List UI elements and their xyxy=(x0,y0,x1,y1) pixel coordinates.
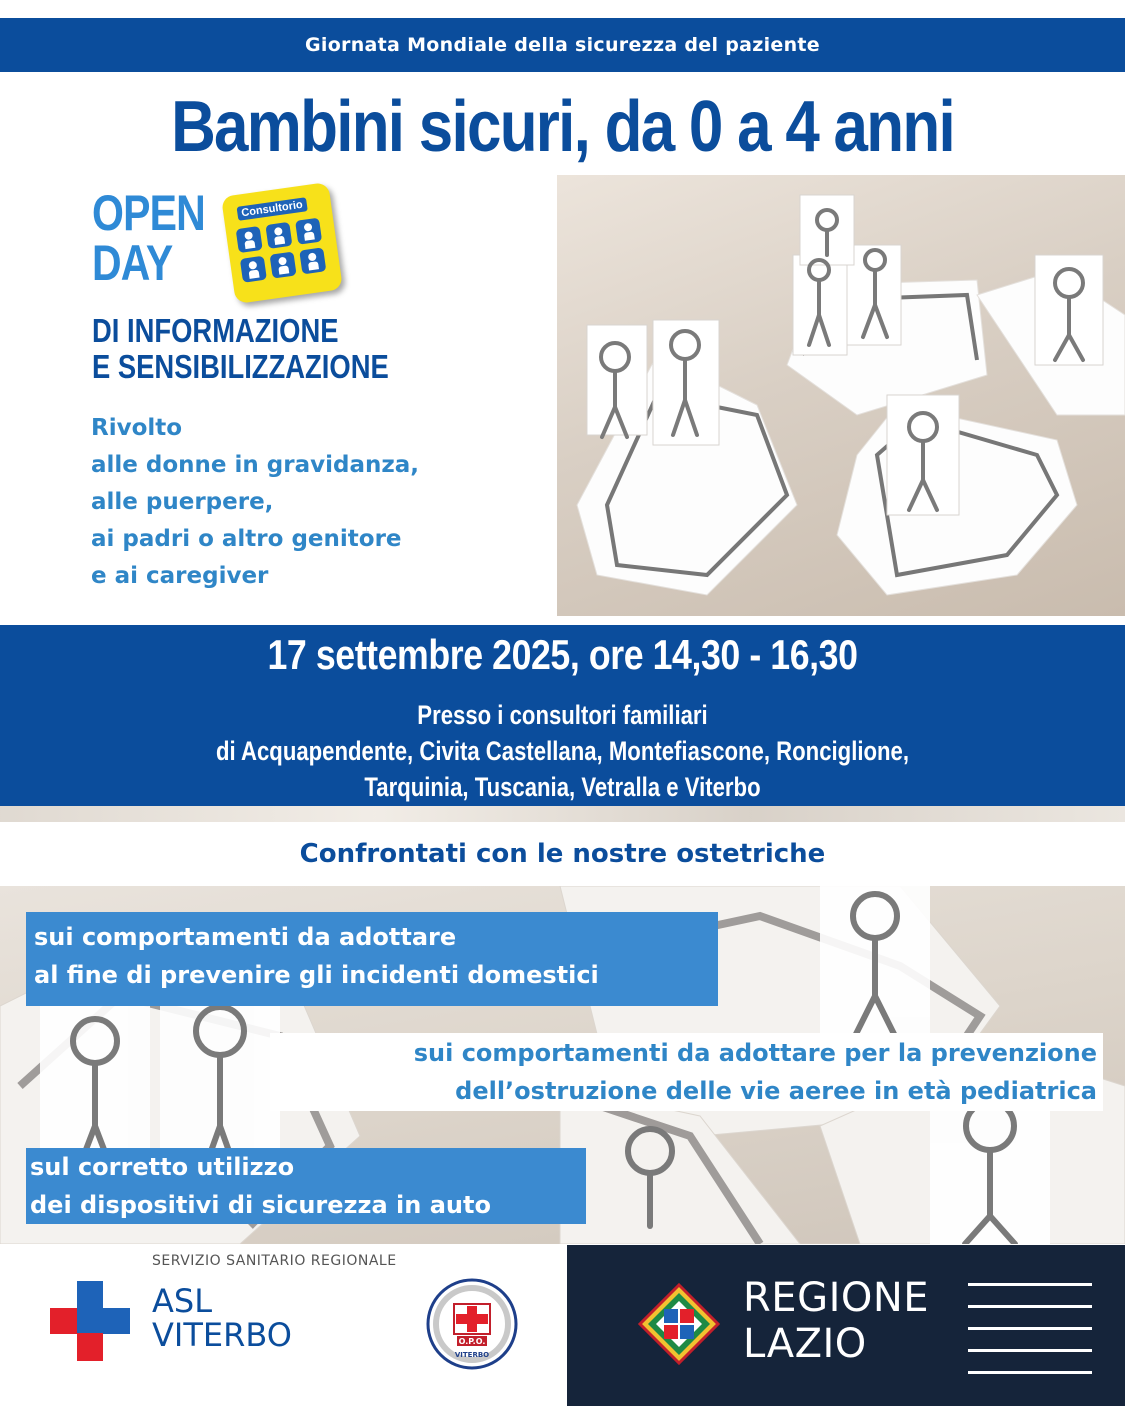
opo-city: VITERBO xyxy=(454,1351,490,1359)
stripe xyxy=(968,1283,1092,1286)
regione-lazio-stripes xyxy=(968,1283,1092,1393)
consultorio-logo xyxy=(221,182,343,304)
subtitle-line2: E SENSIBILIZZAZIONE xyxy=(92,348,389,385)
baby-icon xyxy=(240,256,267,283)
location-line: Tarquinia, Tuscania, Vetralla e Viterbo xyxy=(364,772,761,802)
topic-car-safety xyxy=(26,1148,586,1224)
regione-lazio-text xyxy=(743,1275,929,1367)
pregnancy-icon xyxy=(270,252,297,279)
subtitle xyxy=(92,313,389,385)
topic-line: sul corretto utilizzo xyxy=(30,1153,295,1181)
topic-home-accidents xyxy=(26,912,718,1006)
location-line: Presso i consultori familiari xyxy=(417,700,708,730)
stripe xyxy=(968,1305,1092,1308)
top-banner xyxy=(0,18,1125,72)
asl-cross-icon xyxy=(50,1281,130,1361)
stripe xyxy=(968,1327,1092,1330)
asl-line2: VITERBO xyxy=(152,1316,292,1354)
ssr-label: SERVIZIO SANITARIO REGIONALE xyxy=(152,1253,397,1269)
consultorio-label: Consultorio xyxy=(237,197,308,221)
open-day-heading xyxy=(92,185,205,291)
family-icon xyxy=(236,226,263,253)
paper-figures-illustration xyxy=(557,175,1125,616)
stripe xyxy=(968,1371,1092,1374)
opo-label: O.P.O. xyxy=(458,1337,486,1346)
topics-heading: Confrontati con le nostre ostetriche xyxy=(299,839,826,869)
opo-seal-icon xyxy=(424,1278,520,1394)
audience-line: e ai caregiver xyxy=(91,563,269,589)
page-title: Bambini sicuri, da 0 a 4 anni xyxy=(171,87,954,167)
subtitle-line1: DI INFORMAZIONE xyxy=(92,312,339,349)
asl-logo-text xyxy=(152,1284,292,1352)
banner-text: Giornata Mondiale della sicurezza del paziente xyxy=(305,34,820,56)
consultorio-icon-grid xyxy=(236,217,333,283)
asl-line1: ASL xyxy=(152,1282,213,1320)
stripe xyxy=(968,1349,1092,1352)
event-date: 17 settembre 2025, ore 14,30 - 16,30 xyxy=(267,631,858,678)
topic-airway-obstruction xyxy=(270,1033,1103,1111)
event-location xyxy=(101,697,1024,805)
audience-line: alle donne in gravidanza, xyxy=(91,452,419,478)
topic-line: sui comportamenti da adottare per la prevenzione xyxy=(413,1039,1097,1067)
topic-line: sui comportamenti da adottare xyxy=(34,923,457,951)
mother-child-icon xyxy=(295,218,322,245)
couple-icon xyxy=(299,247,326,274)
location-line: di Acquapendente, Civita Castellana, Montefiascone, Ronciglione, xyxy=(215,736,910,766)
photo-strip xyxy=(0,806,1125,822)
audience-line: Rivolto xyxy=(91,415,183,441)
audience-line: ai padri o altro genitore xyxy=(91,526,402,552)
topic-line: al fine di prevenire gli incidenti domestici xyxy=(34,961,599,989)
open-day-line1: OPEN xyxy=(92,185,205,241)
paper-figures-photo xyxy=(557,175,1125,616)
open-day-line2: DAY xyxy=(92,235,173,291)
region-line2: LAZIO xyxy=(743,1321,867,1367)
regione-lazio-emblem-icon xyxy=(638,1283,720,1365)
audience-list xyxy=(91,410,419,595)
topic-line: dell’ostruzione delle vie aeree in età pediatrica xyxy=(455,1077,1097,1105)
doctor-icon xyxy=(265,222,292,249)
topic-line: dei dispositivi di sicurezza in auto xyxy=(30,1191,491,1219)
audience-line: alle puerpere, xyxy=(91,489,274,515)
region-line1: REGIONE xyxy=(743,1275,930,1321)
